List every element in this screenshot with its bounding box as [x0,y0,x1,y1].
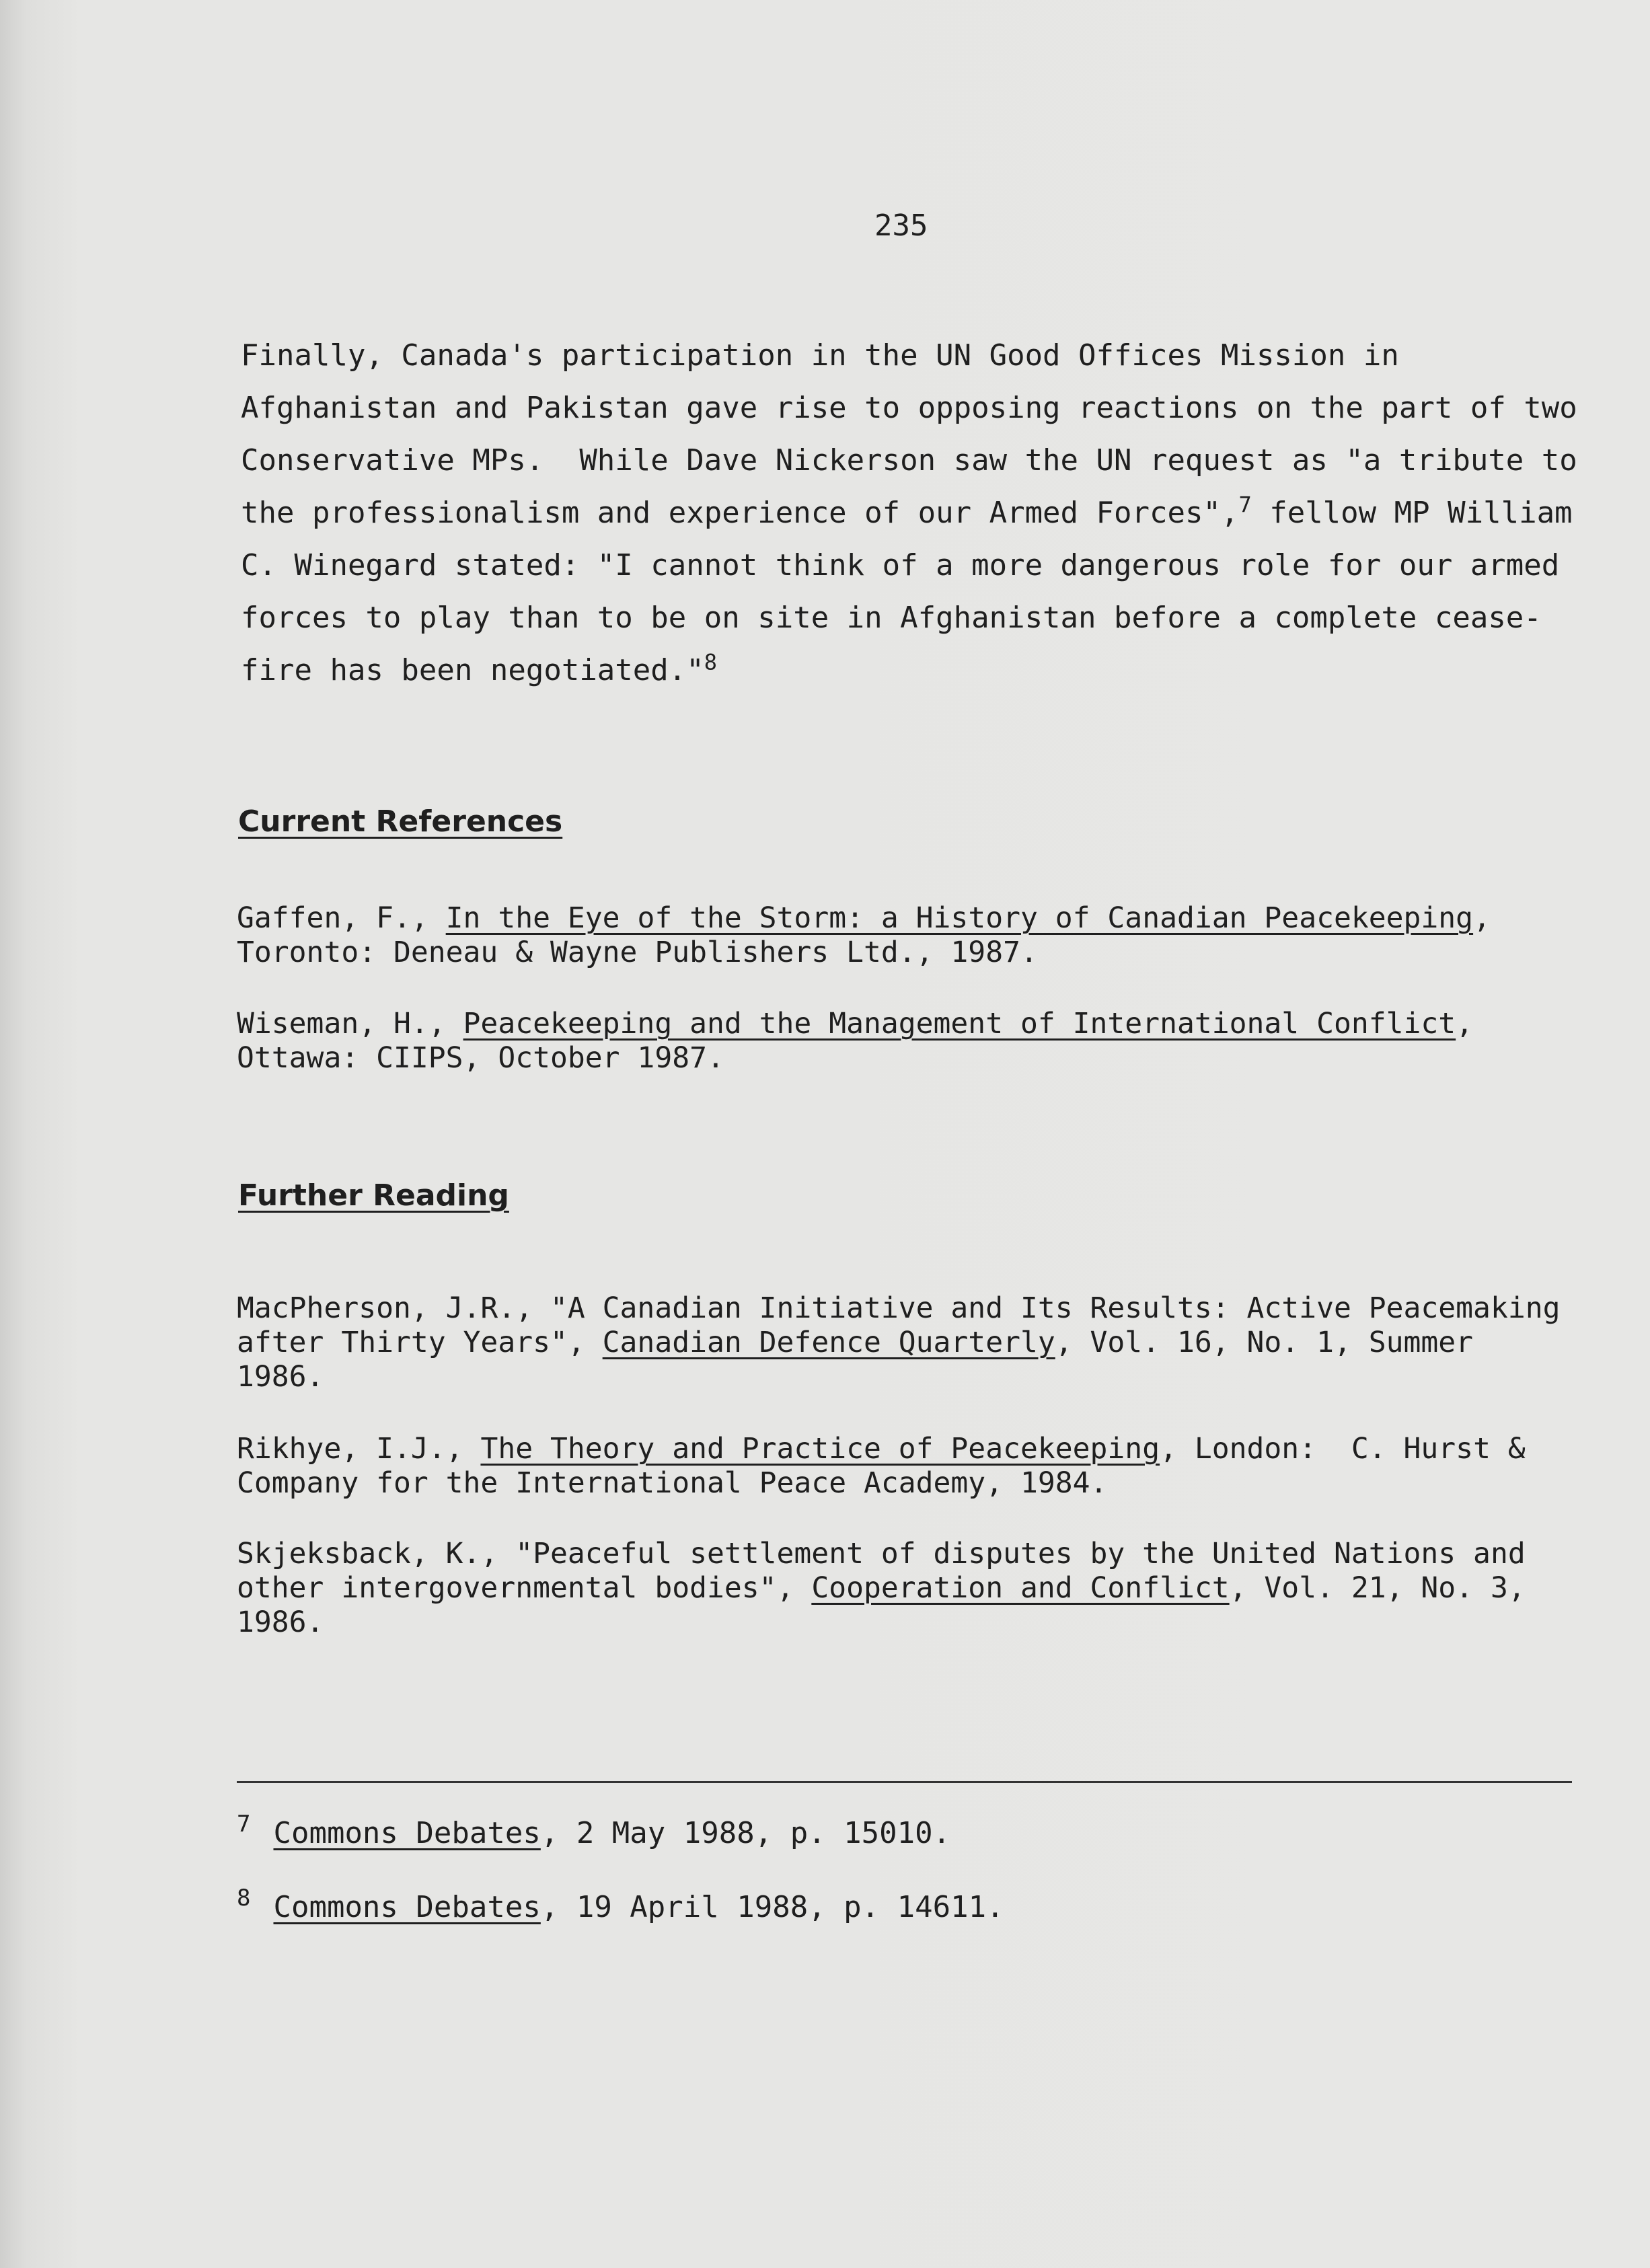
reference-author: Gaffen, F., [237,901,446,935]
body-line-with-footnote-7 [241,487,1573,539]
body-text-fragment: the professionalism and experience of our Armed Forces", [241,496,1239,530]
body-line: C. Winegard stated: "I cannot think of a more dangerous role for our armed [241,548,1560,582]
body-text-fragment: fellow MP William [1251,496,1573,530]
reading-line: Company for the International Peace Academy, 1984. [237,1466,1108,1500]
further-reading-heading: Further Reading [238,1178,509,1213]
reference-line [237,1007,1582,1041]
footnote-number: 7 [237,1811,251,1838]
body-line-with-footnote-8 [241,644,1559,697]
body-line: Conservative MPs. While Dave Nickerson saw the UN request as "a tribute to [241,443,1577,478]
reading-text: Rikhye, I.J., [237,1432,481,1466]
footnote-source: Commons Debates [273,1816,541,1850]
footnote-reference-8: 8 [704,649,718,675]
reading-entry [237,1291,1582,1394]
reading-line [237,1571,1582,1605]
reading-line [237,1326,1582,1360]
reading-line [237,1432,1582,1466]
reference-entry [237,1007,1582,1075]
reading-title: Cooperation and Conflict [811,1571,1230,1605]
reference-line: Toronto: Deneau & Wayne Publishers Ltd., 1987. [237,936,1038,969]
footnote-8 [237,1885,1004,1924]
reference-title: In the Eye of the Storm: a History of Canadian Peacekeeping [445,901,1474,935]
body-line: Finally, Canada's participation in the UN Good Offices Mission in [241,338,1399,373]
body-line: Afghanistan and Pakistan gave rise to opposing reactions on the part of two [241,391,1577,425]
page-number: 235 [874,209,928,243]
footnote-reference-7: 7 [1238,492,1252,518]
footnote-source: Commons Debates [273,1890,541,1924]
body-text-fragment: fire has been negotiated." [241,653,704,687]
reference-author: Wiseman, H., [237,1007,463,1041]
reference-line [237,901,1582,936]
reading-title: Canadian Defence Quarterly [602,1326,1055,1359]
reference-line: Ottawa: CIIPS, October 1987. [237,1041,724,1075]
reading-line: 1986. [237,1605,324,1639]
reading-title: The Theory and Practice of Peacekeeping [480,1432,1160,1466]
reading-text: , Vol. 16, No. 1, Summer [1055,1326,1474,1359]
footnote-detail: , 19 April 1988, p. 14611. [540,1890,1004,1924]
reading-line: MacPherson, J.R., "A Canadian Initiative and Its Results: Active Peacemaking [237,1291,1561,1325]
reference-punct: , [1456,1007,1474,1041]
footnote-7 [237,1811,951,1850]
reading-text: , London: C. Hurst & [1160,1432,1526,1466]
reading-text: after Thirty Years", [237,1326,603,1359]
footnote-detail: , 2 May 1988, p. 15010. [540,1816,951,1850]
reference-punct: , [1473,901,1491,935]
reading-entry [237,1432,1582,1501]
reading-text: other intergovernmental bodies", [237,1571,812,1605]
reference-entry [237,901,1582,970]
footnote-divider [237,1781,1572,1783]
reading-line: Skjeksback, K., "Peaceful settlement of disputes by the United Nations and [237,1537,1526,1571]
current-references-heading: Current References [238,804,563,839]
reading-entry [237,1537,1582,1640]
body-paragraph [241,330,1577,697]
footnote-number: 8 [237,1885,251,1912]
reading-text: , Vol. 21, No. 3, [1229,1571,1526,1605]
reference-title: Peacekeeping and the Management of International Conflict [463,1007,1456,1041]
reading-line: 1986. [237,1360,324,1394]
body-line: forces to play than to be on site in Afghanistan before a complete cease- [241,601,1542,635]
